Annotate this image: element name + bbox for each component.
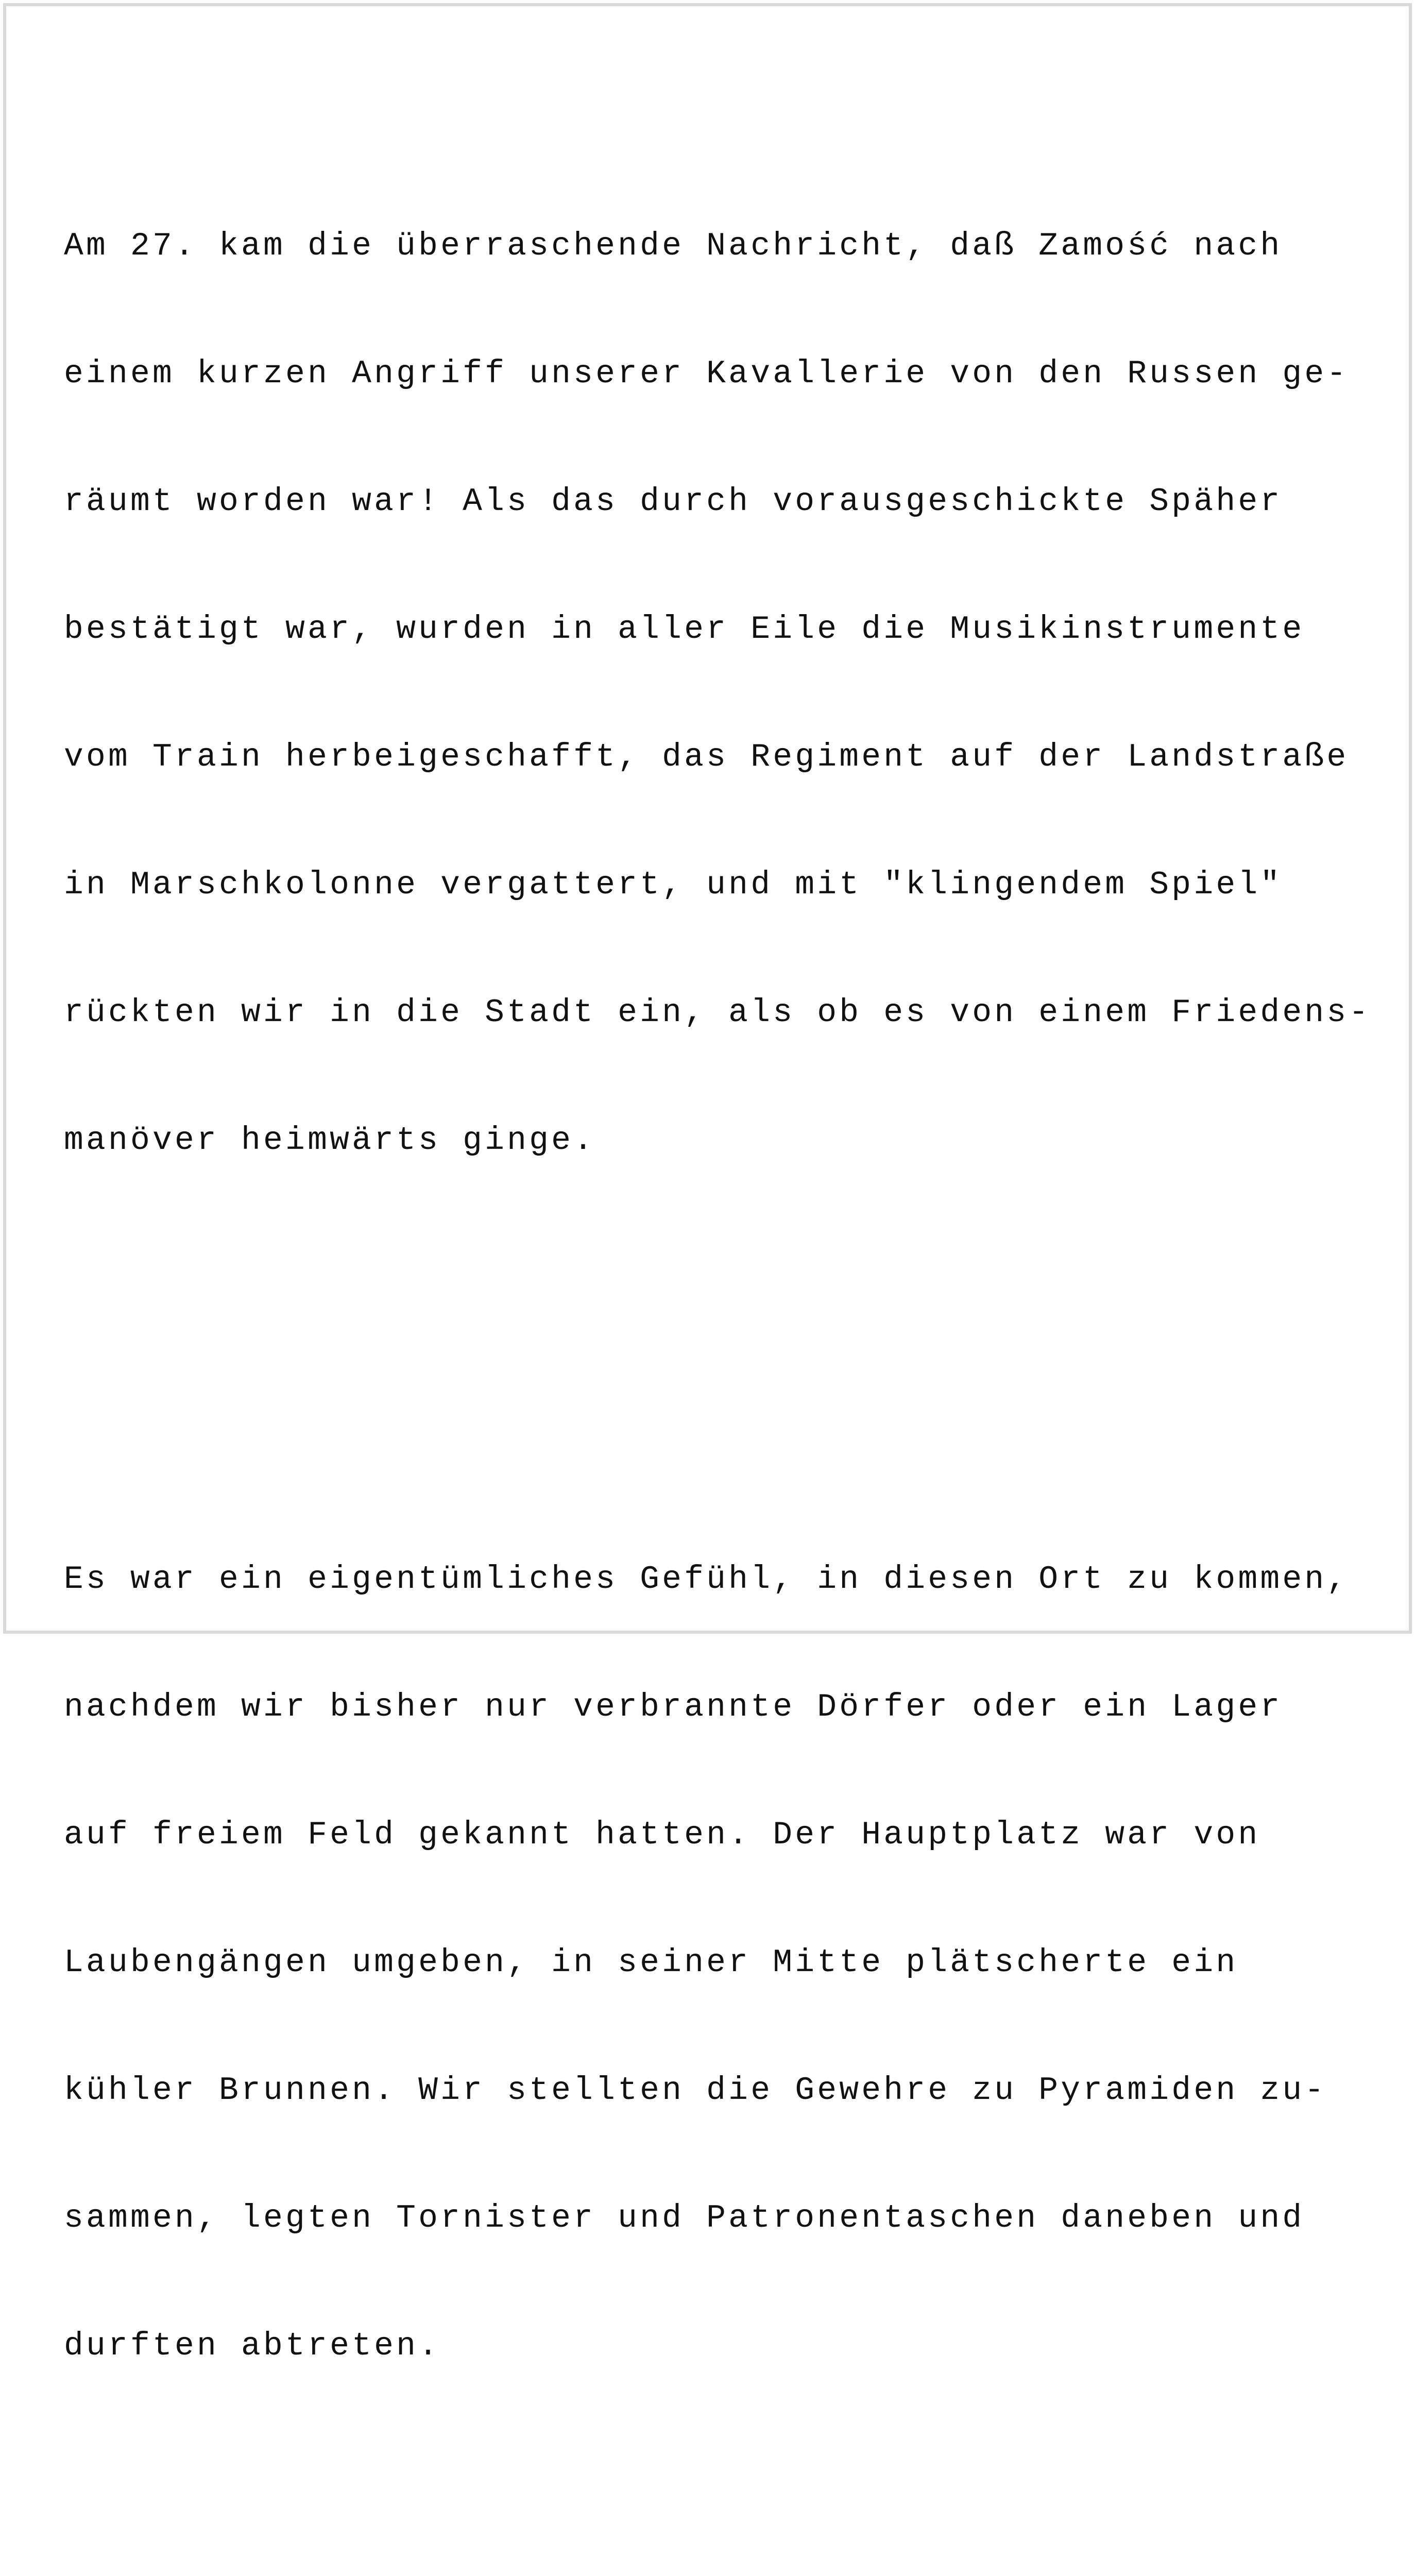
text-line: vom Train herbeigeschafft, das Regiment auf der Landstraße: [64, 739, 1349, 775]
paragraph-gap: [64, 2556, 1383, 2575]
paragraph-gap: [64, 1351, 1383, 1369]
text-line: Laubengängen umgeben, in seiner Mitte plätscherte ein: [64, 1944, 1238, 1981]
text-line: rückten wir in die Stadt ein, als ob es von einem Friedens-: [64, 994, 1371, 1031]
text-line: in Marschkolonne vergattert, und mit "klingendem Spiel": [64, 867, 1283, 903]
text-line: manöver heimwärts ginge.: [64, 1122, 596, 1159]
text-line: Es war ein eigentümliches Gefühl, in diesen Ort zu kommen,: [64, 1561, 1349, 1598]
text-line: bestätigt war, wurden in aller Eile die Musikinstrumente: [64, 611, 1305, 648]
typescript-text: [64, 36, 1383, 2576]
text-line: nachdem wir bisher nur verbrannte Dörfer oder ein Lager: [64, 1689, 1283, 1725]
paragraph-1: [64, 146, 1383, 1241]
text-line: auf freiem Feld gekannt hatten. Der Hauptplatz war von: [64, 1817, 1260, 1853]
text-line: einem kurzen Angriff unserer Kavallerie von den Russen ge-: [64, 355, 1349, 392]
text-line: kühler Brunnen. Wir stellten die Gewehre zu Pyramiden zu-: [64, 2072, 1327, 2109]
page-frame: [3, 3, 1412, 2364]
paragraph-2: [64, 1479, 1383, 2447]
text-line: sammen, legten Tornister und Patronentaschen daneben und: [64, 2200, 1305, 2236]
text-line: Am 27. kam die überraschende Nachricht, daß Zamość nach: [64, 228, 1283, 264]
text-line: räumt worden war! Als das durch vorausgeschickte Späher: [64, 483, 1283, 520]
text-line: durften abtreten.: [64, 2328, 441, 2364]
